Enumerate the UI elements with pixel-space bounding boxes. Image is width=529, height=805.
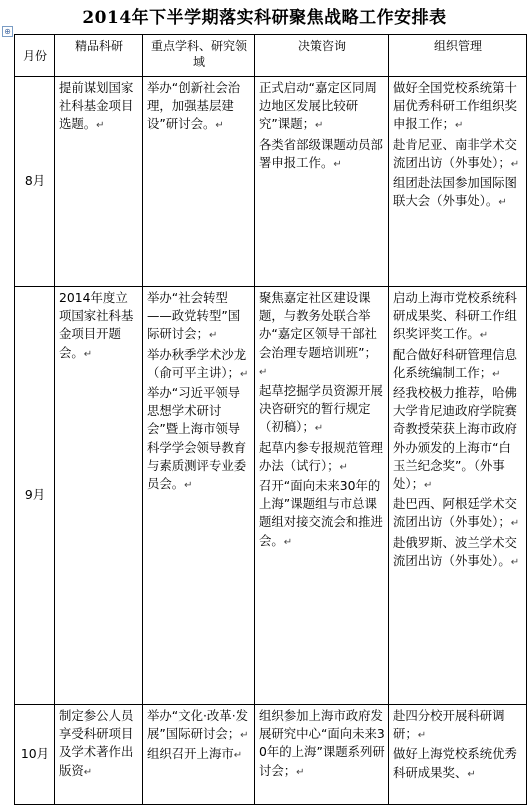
cell-paragraph: 组织参加上海市政府发展研究中心“面向未来30年的上海”课题系列研讨会；↵ <box>259 708 385 778</box>
cell-paragraph: 做好全国党校系统第十届优秀科研工作组织奖申报工作；↵ <box>393 80 517 132</box>
cell-paragraph: 组织召开上海市↵ <box>147 746 243 762</box>
research-cell <box>55 705 143 805</box>
month-cell: 10月 <box>15 705 55 805</box>
management-cell <box>389 77 527 287</box>
cell-paragraph: 举办秋季学术沙龙（俞可平主讲）；↵ <box>147 346 249 380</box>
paragraph-mark-icon: ↵ <box>339 461 348 473</box>
paragraph-mark-icon: ↵ <box>479 330 489 342</box>
paragraph-mark-icon: ↵ <box>239 368 249 380</box>
table-header-row <box>15 35 527 77</box>
paragraph-mark-icon: ↵ <box>83 348 93 360</box>
month-cell: 8月 <box>15 77 55 287</box>
paragraph-mark-icon: ↵ <box>333 158 342 170</box>
cell-paragraph: 制定参公人员享受科研项目及学术著作出版资↵ <box>59 708 134 778</box>
header-research: 精品科研 <box>55 35 143 77</box>
paragraph-mark-icon: ↵ <box>283 536 293 548</box>
cell-paragraph: 组团赴法国参加国际图联大会（外事处）。↵ <box>393 175 517 209</box>
cell-paragraph: 正式启动“嘉定区同周边地区发展比较研究”课题；↵ <box>259 80 377 132</box>
paragraph-mark-icon: ↵ <box>83 766 93 778</box>
paragraph-mark-icon: ↵ <box>215 120 224 132</box>
header-month: 月份 <box>15 35 55 77</box>
header-consulting: 决策咨询 <box>255 35 389 77</box>
header-management: 组织管理 <box>389 35 527 77</box>
disciplines-cell <box>143 705 255 805</box>
disciplines-cell <box>143 77 255 287</box>
paragraph-mark-icon: ↵ <box>240 730 249 742</box>
consulting-cell <box>255 705 389 805</box>
cell-paragraph: 各类省部级课题动员部署申报工作。↵ <box>259 136 383 170</box>
cell-paragraph: 配合做好科研管理信息化系统编制工作；↵ <box>393 346 517 380</box>
cell-paragraph: 启动上海市党校系统科研成果奖、科研工作组织奖评奖工作。↵ <box>393 290 517 342</box>
management-cell <box>389 705 527 805</box>
document-title: 2014年下半学期落实科研聚焦战略工作安排表 <box>82 8 447 28</box>
table-row <box>15 287 527 705</box>
research-cell <box>55 77 143 287</box>
paragraph-mark-icon: ↵ <box>314 120 324 132</box>
cell-paragraph: 赴肯尼亚、南非学术交流团出访（外事处）；↵ <box>393 136 520 170</box>
paragraph-mark-icon: ↵ <box>96 120 105 132</box>
paragraph-mark-icon: ↵ <box>259 366 268 378</box>
consulting-cell <box>255 77 389 287</box>
header-disciplines: 重点学科、研究领域 <box>143 35 255 77</box>
cell-paragraph: 经我校极力推荐，哈佛大学肯尼迪政府学院赛奇教授荣获上海市政府外办颁发的上海市“白玉兰纪念奖”。（外事处）；↵ <box>393 385 517 492</box>
paragraph-mark-icon: ↵ <box>417 730 427 742</box>
research-cell <box>55 287 143 705</box>
paragraph-mark-icon: ↵ <box>510 158 520 170</box>
paragraph-mark-icon: ↵ <box>498 197 507 209</box>
cell-paragraph: 举办“文化·改革·发展”国际研讨会；↵ <box>147 708 249 742</box>
table-row <box>15 77 527 287</box>
cell-paragraph: 起草挖掘学员资源开展决咨研究的暂行规定（初稿）；↵ <box>259 383 383 435</box>
cell-paragraph: 起草内参专报规范管理办法（试行）；↵ <box>259 439 383 473</box>
cell-paragraph: 聚焦嘉定社区建设课题，与教务处联合举办“嘉定区领导干部社会治理专题培训班”；↵ <box>259 290 377 378</box>
management-cell <box>389 287 527 705</box>
table-move-handle-icon[interactable]: ⊕ <box>2 26 13 37</box>
cell-paragraph: 2014年度立项国家社科基金项目开题会。↵ <box>59 290 134 360</box>
paragraph-mark-icon: ↵ <box>233 750 243 762</box>
cell-paragraph: 赴巴西、阿根廷学术交流团出访（外事处）；↵ <box>393 496 520 530</box>
month-cell: 9月 <box>15 287 55 705</box>
table-row <box>15 705 527 805</box>
paragraph-mark-icon: ↵ <box>184 480 193 492</box>
paragraph-mark-icon: ↵ <box>208 330 218 342</box>
paragraph-mark-icon: ↵ <box>510 556 520 568</box>
cell-paragraph: 赴俄罗斯、波兰学术交流团出访（外事处）。↵ <box>393 534 520 568</box>
cell-paragraph: 召开“面向未来30年的上海”课题组与市总课题组对接交流会和推进会。↵ <box>259 478 383 548</box>
consulting-cell <box>255 287 389 705</box>
paragraph-mark-icon: ↵ <box>296 766 305 778</box>
schedule-table <box>14 34 527 805</box>
paragraph-mark-icon: ↵ <box>423 480 433 492</box>
cell-paragraph: 赴四分校开展科研调研；↵ <box>393 708 505 742</box>
disciplines-cell <box>143 287 255 705</box>
cell-paragraph: 做好上海党校系统优秀科研成果奖、↵ <box>393 746 517 780</box>
paragraph-mark-icon: ↵ <box>454 120 464 132</box>
paragraph-mark-icon: ↵ <box>510 518 520 530</box>
cell-paragraph: 举办“社会转型——政党转型”国际研讨会；↵ <box>147 290 241 342</box>
paragraph-mark-icon: ↵ <box>467 768 476 780</box>
paragraph-mark-icon: ↵ <box>492 368 501 380</box>
cell-paragraph: 提前谋划国家社科基金项目选题。↵ <box>59 80 134 132</box>
cell-paragraph: 举办“习近平领导思想学术研讨会”暨上海市领导科学学会领导教育与素质测评专业委员会。↵ <box>147 385 247 492</box>
paragraph-mark-icon: ↵ <box>314 423 324 435</box>
cell-paragraph: 举办“创新社会治理，加强基层建设”研讨会。↵ <box>147 80 241 132</box>
